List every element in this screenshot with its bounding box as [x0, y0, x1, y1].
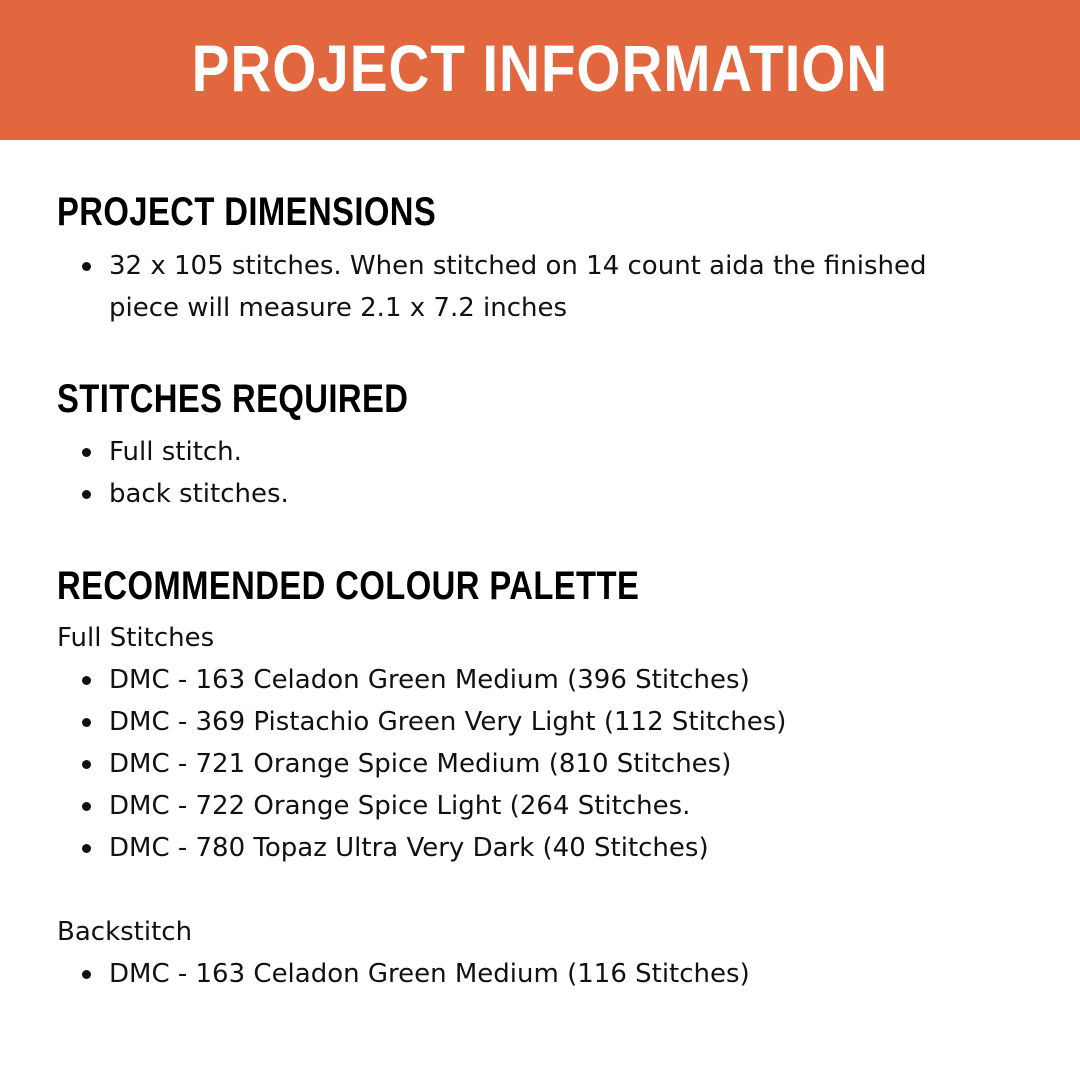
- bullet-icon: [82, 676, 91, 685]
- bullet-icon: [82, 802, 91, 811]
- stitch-type: back stitches.: [109, 479, 289, 509]
- thread-entry: DMC - 163 Celadon Green Medium (116 Stitches): [109, 959, 750, 989]
- list-item: [82, 659, 786, 701]
- bullet-icon: [82, 262, 91, 271]
- thread-entry: DMC - 163 Celadon Green Medium (396 Stitches): [109, 665, 750, 695]
- thread-entry: DMC - 721 Orange Spice Medium (810 Stitches): [109, 749, 732, 779]
- header-banner: [0, 0, 1080, 140]
- stitches-list: [82, 431, 289, 515]
- list-item: [82, 245, 979, 329]
- list-item: [82, 953, 750, 995]
- thread-entry: DMC - 722 Orange Spice Light (264 Stitches.: [109, 791, 691, 821]
- list-item: [82, 743, 786, 785]
- list-item: [82, 431, 289, 473]
- backstitch-list: [82, 953, 750, 995]
- bullet-icon: [82, 718, 91, 727]
- thread-entry: DMC - 780 Topaz Ultra Very Dark (40 Stitches): [109, 833, 709, 863]
- full-stitches-label: Full Stitches: [57, 623, 215, 653]
- section-heading-stitches: STITCHES REQUIRED: [57, 377, 409, 421]
- list-item: [82, 701, 786, 743]
- page-title: PROJECT INFORMATION: [191, 31, 889, 105]
- bullet-icon: [82, 760, 91, 769]
- bullet-icon: [82, 448, 91, 457]
- thread-entry: DMC - 369 Pistachio Green Very Light (112 Stitches): [109, 707, 787, 737]
- bullet-icon: [82, 490, 91, 499]
- full-stitches-list: [82, 659, 786, 869]
- stitch-type: Full stitch.: [109, 437, 242, 467]
- section-heading-dimensions: PROJECT DIMENSIONS: [57, 190, 437, 234]
- backstitch-label: Backstitch: [57, 917, 193, 947]
- bullet-icon: [82, 844, 91, 853]
- list-item: [82, 785, 786, 827]
- dimensions-list: [82, 245, 979, 329]
- list-item: [82, 827, 786, 869]
- list-item: [82, 473, 289, 515]
- section-heading-palette: RECOMMENDED COLOUR PALETTE: [57, 564, 640, 608]
- bullet-icon: [82, 970, 91, 979]
- dimensions-text: 32 x 105 stitches. When stitched on 14 count aida the finished piece will measure 2.1 x 7.2 inches: [109, 251, 927, 323]
